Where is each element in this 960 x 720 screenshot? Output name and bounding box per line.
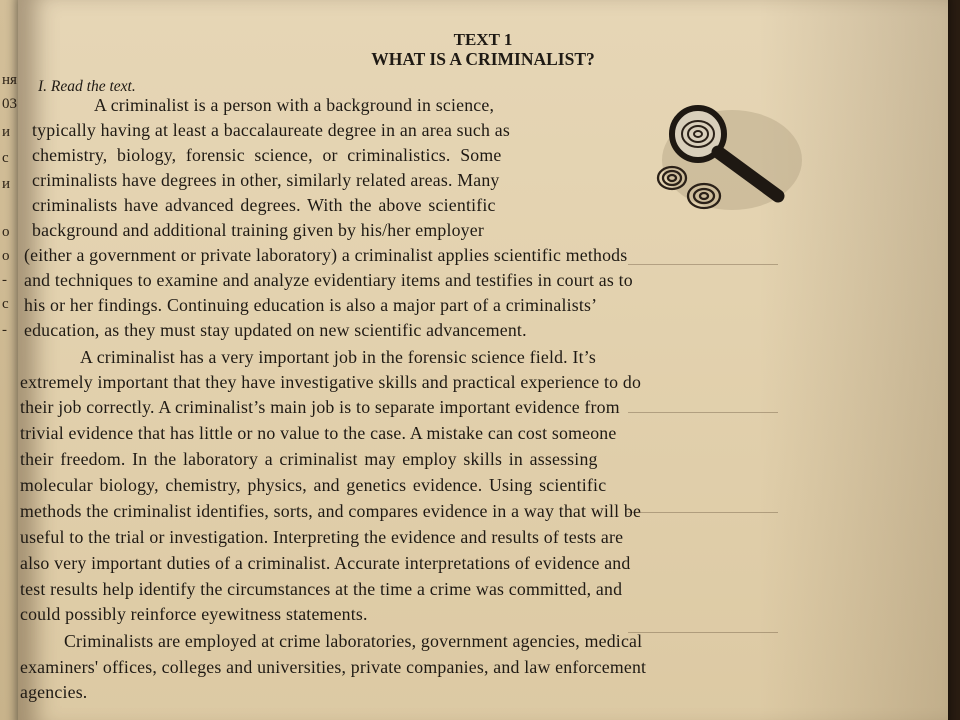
text-line: extremely important that they have investigative skills and practical experience to do (20, 372, 642, 392)
text-line: their freedom. In the laboratory a criminalist may employ skills in assessing (20, 449, 598, 469)
text-line: test results help identify the circumstances at the time a crime was committed, and (20, 579, 623, 599)
left-page-fragment: ня (2, 72, 17, 88)
instruction: I. Read the text. (38, 78, 136, 95)
text-line: Criminalists are employed at crime laboratories, government agencies, medical (64, 631, 643, 651)
text-line: trivial evidence that has little or no value to the case. A mistake can cost someone (20, 423, 617, 443)
left-page-fragment: - (2, 272, 7, 288)
left-page-fragment: и (2, 124, 11, 140)
text-line: education, as they must stay updated on new scientific advancement. (24, 320, 527, 340)
text-line: methods the criminalist identifies, sorts, and compares evidence in a way that will be (20, 501, 642, 521)
left-page-fragment: с (2, 296, 9, 312)
left-page-fragment: с (2, 150, 9, 166)
text-line: agencies. (20, 682, 88, 702)
text-line: their job correctly. A criminalist’s main job is to separate important evidence from (20, 397, 620, 417)
page-title: WHAT IS A CRIMINALIST? (371, 49, 595, 69)
text-line: his or her findings. Continuing education is also a major part of a criminalists’ (24, 295, 598, 315)
text-line: A criminalist has a very important job in the forensic science field. It’s (80, 347, 596, 367)
text-line: criminalists have advanced degrees. With the above scientific (32, 195, 496, 215)
text-line: and techniques to examine and analyze evidentiary items and testifies in court as to (24, 270, 633, 290)
text-line: examiners' offices, colleges and universities, private companies, and law enforcement (20, 657, 647, 677)
text-line: useful to the trial or investigation. Interpreting the evidence and results of tests are (20, 527, 624, 547)
left-page-fragment: о (2, 224, 10, 240)
magnifier-fingerprints-icon (646, 104, 806, 224)
text-line: (either a government or private laboratory) a criminalist applies scientific methods (24, 245, 628, 265)
left-page-fragment: 03 (2, 96, 17, 112)
text-line: background and additional training given by his/her employer (32, 220, 484, 240)
text-number: TEXT 1 (453, 30, 513, 49)
text-line: also very important duties of a criminalist. Accurate interpretations of evidence and (20, 553, 631, 573)
page-content (18, 0, 948, 720)
text-line: criminalists have degrees in other, similarly related areas. Many (32, 170, 500, 190)
text-line: molecular biology, chemistry, physics, and genetics evidence. Using scientific (20, 475, 607, 495)
text-line: A criminalist is a person with a background in science, (94, 95, 495, 115)
left-page-fragment: - (2, 322, 7, 338)
text-line: chemistry, biology, forensic science, or criminalistics. Some (32, 145, 502, 165)
left-page-fragment: о (2, 248, 10, 264)
text-line: could possibly reinforce eyewitness statements. (20, 604, 368, 624)
textbook-page (18, 0, 948, 720)
text-line: typically having at least a baccalaureate degree in an area such as (32, 120, 510, 140)
left-page-fragment: и (2, 176, 11, 192)
